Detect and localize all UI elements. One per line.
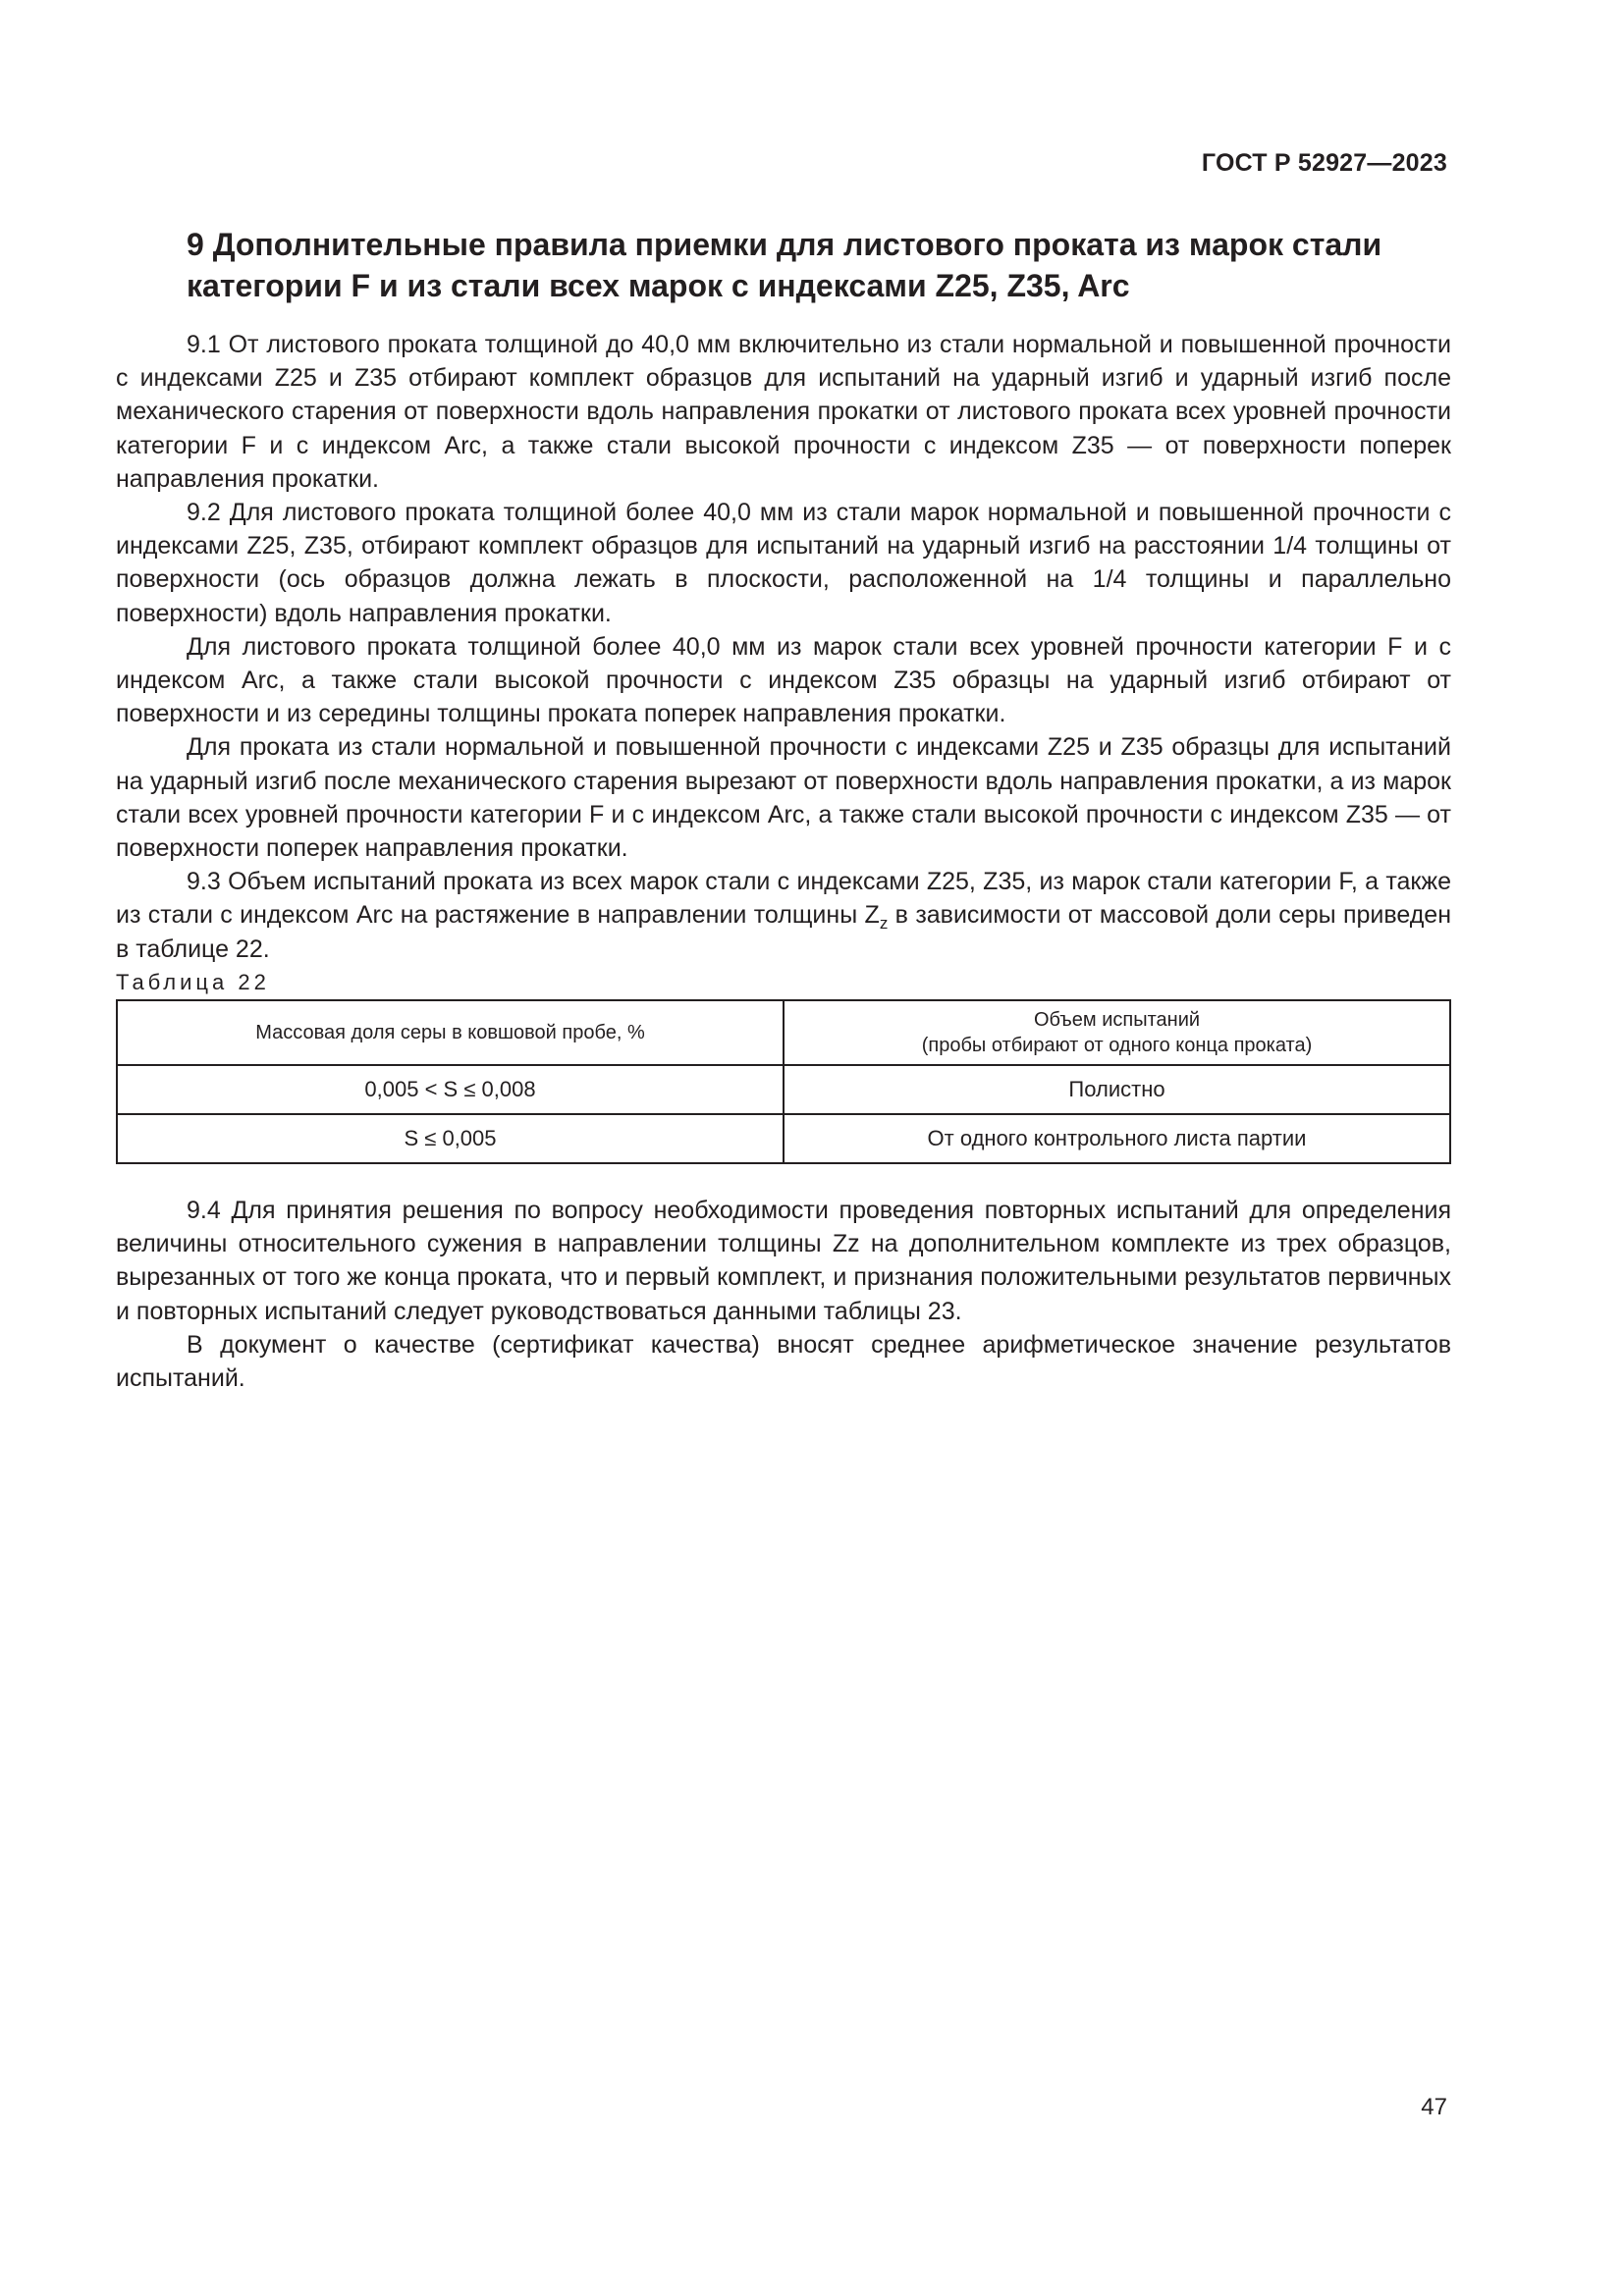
paragraph-9-3-text-end: в зависимости от массовой доли серы приведен в таблице 22. — [116, 901, 1451, 963]
paragraph-9-2-c: Для проката из стали нормальной и повышенной прочности с индексами Z25 и Z35 образцы для испытаний на ударный изгиб после механического старения вырезают от поверхности вдоль направления прокатки, а из марок стали всех уровней прочности категории F и с индексом Arc, а также стали высокой прочности с индексом Z35 — от поверхности поперек направления прокатки. — [116, 733, 1451, 863]
table-header-volume-line1: Объем испытаний — [1033, 1009, 1201, 1032]
table-header-row — [117, 1000, 1450, 1065]
table-caption: Таблица 22 — [116, 969, 270, 994]
table-header-volume — [784, 1000, 1450, 1065]
paragraph-9-4: 9.4 Для принятия решения по вопросу необходимости проведения повторных испытаний для определения величины относительного сужения в направлении толщины Zz на дополнительном комплекте из трех образцов, вырезанных от того же конца проката, что и первый комплект, и признания положительными результатов первичных и повторных испытаний следует руководствоваться данными таблицы 23. — [116, 1197, 1451, 1325]
table-cell-volume: От одного контрольного листа партии — [784, 1114, 1450, 1163]
table-cell-volume: Полистно — [784, 1065, 1450, 1114]
section-title: 9 Дополнительные правила приемки для листового проката из марок стали категории F и из стали всех марок с индексами Z25, Z35, Arc — [187, 227, 1382, 303]
table-cell-sulfur: S ≤ 0,005 — [117, 1114, 784, 1163]
table-cell-sulfur: 0,005 < S ≤ 0,008 — [117, 1065, 784, 1114]
table-22 — [116, 999, 1451, 1164]
table-header-sulfur: Массовая доля серы в ковшовой пробе, % — [117, 1000, 784, 1065]
section-body — [116, 328, 1451, 1395]
table-header-volume-line2: (пробы отбирают от одного конца проката) — [921, 1035, 1313, 1057]
paragraph-9-3-text: 9.3 Объем испытаний проката из всех марок стали с индексами Z25, Z35, из марок стали категории F, а также из стали с индексом Arc на растяжение в направлении толщины Z — [116, 868, 1451, 930]
paragraph-9-4-b: В документ о качестве (сертификат качества) вносят среднее арифметическое значение результатов испытаний. — [116, 1330, 1451, 1393]
paragraph-9-2-b: Для листового проката толщиной более 40,0 мм из марок стали всех уровней прочности категории F и с индексом Arc, а также стали высокой прочности с индексом Z35 образцы на ударный изгиб отбирают от поверхности и из середины толщины проката поперек направления прокатки. — [116, 632, 1451, 728]
paragraph-9-3 — [116, 865, 1451, 966]
page-number: 47 — [1421, 2094, 1447, 2120]
paragraph-9-1: 9.1 От листового проката толщиной до 40,0 мм включительно из стали нормальной и повышенной прочности с индексами Z25 и Z35 отбирают комплект образцов для испытаний на ударный изгиб и ударный изгиб после механического старения от поверхности вдоль направления прокатки от листового проката всех уровней прочности категории F и с индексом Arc, а также стали высокой прочности с индексом Z35 — от поверхности поперек направления прокатки. — [116, 331, 1451, 493]
table-row — [117, 1114, 1450, 1163]
paragraph-9-2: 9.2 Для листового проката толщиной более 40,0 мм из стали марок нормальной и повышенной прочности с индексами Z25, Z35, отбирают комплект образцов для испытаний на ударный изгиб на расстоянии 1/4 толщины от поверхности (ось образцов должна лежать в плоскости, расположенной на 1/4 толщины и параллельно поверхности) вдоль направления прокатки. — [116, 499, 1451, 627]
table-row — [117, 1065, 1450, 1114]
paragraph-9-3-subscript: z — [879, 914, 889, 934]
document-id-header: ГОСТ Р 52927—2023 — [1201, 149, 1447, 177]
